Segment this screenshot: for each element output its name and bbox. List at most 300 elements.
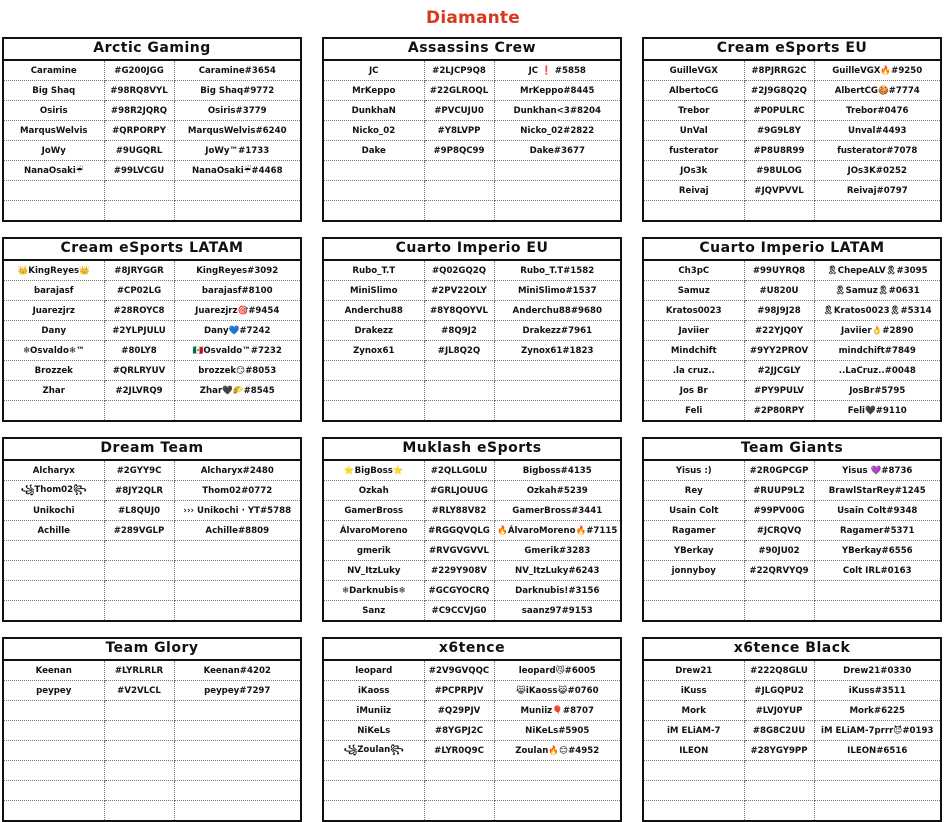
- player-id: [814, 201, 940, 221]
- player-name: .la cruz..: [644, 361, 744, 381]
- table-row: [644, 701, 940, 721]
- player-id: [174, 741, 300, 761]
- team-name: Arctic Gaming: [4, 39, 300, 61]
- player-id: Colt IRL#0163: [814, 561, 940, 581]
- player-id: [174, 761, 300, 781]
- player-name: [324, 161, 424, 181]
- player-tag: [104, 741, 174, 761]
- table-row: [644, 681, 940, 701]
- table-row: [4, 521, 300, 541]
- roster-table: [644, 61, 940, 220]
- player-tag: [424, 181, 494, 201]
- player-tag: [424, 381, 494, 401]
- player-id: [494, 401, 620, 421]
- player-id: [174, 601, 300, 621]
- player-name: DunkhaN: [324, 101, 424, 121]
- player-name: [4, 561, 104, 581]
- player-tag: #Q29PJV: [424, 701, 494, 721]
- table-row: [4, 661, 300, 681]
- player-tag: #2PV22OLY: [424, 281, 494, 301]
- player-name: [4, 201, 104, 221]
- player-id: [814, 601, 940, 621]
- table-row: [4, 181, 300, 201]
- table-row: [324, 161, 620, 181]
- player-tag: #2R0GPCGP: [744, 461, 814, 481]
- player-name: [324, 781, 424, 801]
- table-row: [4, 801, 300, 821]
- player-tag: #JCRQVQ: [744, 521, 814, 541]
- roster-table: [4, 261, 300, 420]
- table-row: [4, 581, 300, 601]
- player-id: Caramine#3654: [174, 61, 300, 81]
- player-id: iM ELiAM-7prrr😈#0193: [814, 721, 940, 741]
- player-name: peypey: [4, 681, 104, 701]
- table-row: [324, 141, 620, 161]
- table-row: [324, 521, 620, 541]
- team-block: [322, 237, 622, 422]
- player-tag: #RVGVGVVL: [424, 541, 494, 561]
- player-tag: [104, 801, 174, 821]
- table-row: [4, 141, 300, 161]
- player-id: [494, 201, 620, 221]
- player-name: iKaoss: [324, 681, 424, 701]
- player-id: YBerkay#6556: [814, 541, 940, 561]
- table-row: [324, 201, 620, 221]
- table-row: [324, 481, 620, 501]
- player-tag: #P0PULRC: [744, 101, 814, 121]
- table-row: [324, 501, 620, 521]
- player-name: Ch3pC: [644, 261, 744, 281]
- player-id: Zhar🖤🌮#8545: [174, 381, 300, 401]
- player-name: JoWy: [4, 141, 104, 161]
- team-name: Cream eSports LATAM: [4, 239, 300, 261]
- table-row: [324, 381, 620, 401]
- player-name: [4, 581, 104, 601]
- table-row: [324, 261, 620, 281]
- player-id: [494, 801, 620, 821]
- team-name: Muklash eSports: [324, 439, 620, 461]
- player-tag: [104, 561, 174, 581]
- player-id: [814, 761, 940, 781]
- roster-table: [4, 461, 300, 620]
- player-tag: [424, 361, 494, 381]
- player-id: ››› Unikochi · YT#5788: [174, 501, 300, 521]
- player-id: NV_ItzLuky#6243: [494, 561, 620, 581]
- player-id: brozzek😏#8053: [174, 361, 300, 381]
- player-id: Alcharyx#2480: [174, 461, 300, 481]
- player-tag: [104, 601, 174, 621]
- player-name: [644, 201, 744, 221]
- table-row: [324, 461, 620, 481]
- player-id: Nicko_02#2822: [494, 121, 620, 141]
- player-tag: #98R2JQRQ: [104, 101, 174, 121]
- table-row: [324, 61, 620, 81]
- player-tag: [424, 761, 494, 781]
- player-tag: #QRLRYUV: [104, 361, 174, 381]
- table-row: [324, 281, 620, 301]
- player-id: 🎗ChepeALV🎗#3095: [814, 261, 940, 281]
- player-tag: #98ULOG: [744, 161, 814, 181]
- player-tag: #2P80RPY: [744, 401, 814, 421]
- table-row: [4, 541, 300, 561]
- player-id: JOs3K#0252: [814, 161, 940, 181]
- table-row: [324, 761, 620, 781]
- table-row: [324, 561, 620, 581]
- player-name: [4, 401, 104, 421]
- player-name: AlbertoCG: [644, 81, 744, 101]
- player-tag: #99PV00G: [744, 501, 814, 521]
- table-row: [644, 581, 940, 601]
- player-tag: [744, 801, 814, 821]
- player-name: iKuss: [644, 681, 744, 701]
- table-row: [644, 561, 940, 581]
- player-tag: #PY9PULV: [744, 381, 814, 401]
- player-tag: [104, 761, 174, 781]
- player-id: [174, 201, 300, 221]
- table-row: [4, 601, 300, 621]
- player-name: Yisus :): [644, 461, 744, 481]
- roster-table: [644, 661, 940, 820]
- team-name: Dream Team: [4, 439, 300, 461]
- table-row: [4, 381, 300, 401]
- table-row: [644, 781, 940, 801]
- player-tag: #JL8Q2Q: [424, 341, 494, 361]
- table-row: [324, 361, 620, 381]
- player-id: Achille#8809: [174, 521, 300, 541]
- player-name: Rubo_T.T: [324, 261, 424, 281]
- player-name: iM ELiAM-7: [644, 721, 744, 741]
- table-row: [324, 741, 620, 761]
- player-name: Usain Colt: [644, 501, 744, 521]
- player-id: MiniSlimo#1537: [494, 281, 620, 301]
- player-tag: [104, 401, 174, 421]
- player-tag: #2QLLG0LU: [424, 461, 494, 481]
- player-name: Kratos0023: [644, 301, 744, 321]
- player-name: [644, 801, 744, 821]
- player-tag: [744, 781, 814, 801]
- player-tag: #90JU02: [744, 541, 814, 561]
- player-id: mindchift#7849: [814, 341, 940, 361]
- player-tag: #JQVPVVL: [744, 181, 814, 201]
- player-name: MarqusWelvis: [4, 121, 104, 141]
- team-block: [322, 37, 622, 222]
- player-id: Drakezz#7961: [494, 321, 620, 341]
- player-name: Rey: [644, 481, 744, 501]
- table-row: [4, 341, 300, 361]
- player-id: Trebor#0476: [814, 101, 940, 121]
- player-tag: [424, 401, 494, 421]
- player-id: [174, 581, 300, 601]
- team-block: [2, 637, 302, 822]
- table-row: [4, 561, 300, 581]
- player-name: Mindchift: [644, 341, 744, 361]
- player-tag: #99UYRQ8: [744, 261, 814, 281]
- player-id: Feli🖤#9110: [847, 405, 907, 416]
- roster-table: [324, 461, 620, 620]
- player-tag: [104, 181, 174, 201]
- team-name: Team Giants: [644, 439, 940, 461]
- player-id: leopard😼#6005: [494, 661, 620, 681]
- player-tag: [104, 701, 174, 721]
- player-id: JosBr#5795: [814, 381, 940, 401]
- table-row: [644, 261, 940, 281]
- player-name: Achille: [4, 521, 104, 541]
- table-row: [4, 761, 300, 781]
- table-row: [644, 321, 940, 341]
- player-tag: #Y8LVPP: [424, 121, 494, 141]
- player-name: NV_ItzLuky: [324, 561, 424, 581]
- player-tag: [424, 161, 494, 181]
- player-name: NiKeLs: [324, 721, 424, 741]
- player-tag: [104, 721, 174, 741]
- roster-table: [324, 661, 620, 820]
- player-tag: [744, 761, 814, 781]
- player-name: NanaOsaki☔: [4, 161, 104, 181]
- player-id: [494, 781, 620, 801]
- player-tag: #LVJ0YUP: [744, 701, 814, 721]
- player-id: Anderchu88#9680: [494, 301, 620, 321]
- player-id: [814, 581, 940, 601]
- player-id: [494, 161, 620, 181]
- player-name: Jos Br: [644, 381, 744, 401]
- player-id: AlbertCG🍪#7774: [814, 81, 940, 101]
- player-id: [494, 361, 620, 381]
- table-row: [644, 521, 940, 541]
- player-name: MrKeppo: [324, 81, 424, 101]
- team-block: [2, 437, 302, 622]
- table-row: [644, 201, 940, 221]
- player-tag: #99LVCGU: [104, 161, 174, 181]
- player-tag: [424, 801, 494, 821]
- table-row: [324, 701, 620, 721]
- player-id: Javiier👌#2890: [814, 321, 940, 341]
- player-name: YBerkay: [644, 541, 744, 561]
- player-id: 🎗Samuz🎗#0631: [814, 281, 940, 301]
- roster-table: [324, 261, 620, 420]
- player-id: Ozkah#5239: [494, 481, 620, 501]
- table-row: [4, 501, 300, 521]
- player-id: iKuss#3511: [814, 681, 940, 701]
- player-name: Drakezz: [324, 321, 424, 341]
- player-id: Dunkhan<3#8204: [494, 101, 620, 121]
- player-id: MarqusWelvis#6240: [174, 121, 300, 141]
- team-block: [642, 237, 942, 422]
- player-name: Mork: [644, 701, 744, 721]
- player-id: Bigboss#4135: [494, 461, 620, 481]
- player-id: Thom02#0772: [174, 481, 300, 501]
- player-id: [174, 801, 300, 821]
- table-row: [324, 801, 620, 821]
- player-id: 🎗Kratos0023🎗#5314: [814, 301, 940, 321]
- player-tag: #LYR0Q9C: [424, 741, 494, 761]
- player-id: [174, 401, 300, 421]
- player-id: Dake#3677: [494, 141, 620, 161]
- player-name: Samuz: [644, 281, 744, 301]
- player-tag: #22GLROQL: [424, 81, 494, 101]
- player-name: [4, 601, 104, 621]
- table-row: [4, 281, 300, 301]
- table-row: [644, 501, 940, 521]
- player-id: Keenan#4202: [174, 661, 300, 681]
- player-tag: #22QRVYQ9: [744, 561, 814, 581]
- player-id: Darknubis!#3156: [494, 581, 620, 601]
- table-row: [644, 341, 940, 361]
- player-name: Drew21: [644, 661, 744, 681]
- player-tag: #RUUP9L2: [744, 481, 814, 501]
- player-tag: [104, 781, 174, 801]
- table-row: [4, 481, 300, 501]
- player-tag: #U820U: [744, 281, 814, 301]
- player-id: GuilleVGX🔥#9250: [814, 61, 940, 81]
- player-tag: #2YLPJULU: [104, 321, 174, 341]
- table-row: [4, 101, 300, 121]
- player-name: gmerik: [324, 541, 424, 561]
- player-name: jonnyboy: [644, 561, 744, 581]
- player-tag: #8JY2QLR: [104, 481, 174, 501]
- table-row: [324, 541, 620, 561]
- player-tag: #222Q8GLU: [744, 661, 814, 681]
- table-row: [324, 581, 620, 601]
- player-id: peypey#7297: [174, 681, 300, 701]
- player-name: Zynox61: [324, 341, 424, 361]
- player-name: JC: [324, 61, 424, 81]
- table-row: [644, 601, 940, 621]
- table-row: [324, 721, 620, 741]
- player-tag: #LYRLRLR: [104, 661, 174, 681]
- table-row: [644, 281, 940, 301]
- player-id: barajasf#8100: [174, 281, 300, 301]
- player-name: leopard: [324, 661, 424, 681]
- player-name: JOs3k: [644, 161, 744, 181]
- player-id: [494, 381, 620, 401]
- player-tag: #28ROYC8: [104, 301, 174, 321]
- table-row: [324, 661, 620, 681]
- player-id: Zynox61#1823: [494, 341, 620, 361]
- table-row: [324, 181, 620, 201]
- player-id: Ragamer#5371: [814, 521, 940, 541]
- table-row: [644, 541, 940, 561]
- player-tag: [744, 581, 814, 601]
- table-row: [4, 121, 300, 141]
- roster-table: [4, 661, 300, 820]
- table-row: [4, 321, 300, 341]
- table-row: [4, 781, 300, 801]
- player-name: 👑KingReyes👑: [4, 261, 104, 281]
- player-tag: #9YY2PROV: [744, 341, 814, 361]
- player-tag: #JLGQPU2: [744, 681, 814, 701]
- table-row: [644, 721, 940, 741]
- player-name: Dany: [4, 321, 104, 341]
- table-row: [644, 361, 940, 381]
- player-id: MrKeppo#8445: [494, 81, 620, 101]
- table-row: [644, 661, 940, 681]
- team-name: Cuarto Imperio EU: [324, 239, 620, 261]
- player-name: [4, 721, 104, 741]
- table-row: [4, 361, 300, 381]
- table-row: [4, 461, 300, 481]
- team-block: [2, 237, 302, 422]
- table-row: [324, 401, 620, 421]
- player-id: BrawlStarRey#1245: [814, 481, 940, 501]
- team-name: Cuarto Imperio LATAM: [644, 239, 940, 261]
- player-name: Reivaj: [644, 181, 744, 201]
- player-tag: [744, 601, 814, 621]
- player-tag: #289VGLP: [104, 521, 174, 541]
- table-row: [644, 481, 940, 501]
- player-name: [4, 541, 104, 561]
- player-name: Keenan: [4, 661, 104, 681]
- player-tag: #8YGPJ2C: [424, 721, 494, 741]
- player-tag: #2JLVRQ9: [104, 381, 174, 401]
- player-name: ꧁Thom02꧂: [4, 481, 104, 501]
- player-name: GamerBross: [324, 501, 424, 521]
- player-name: Nicko_02: [324, 121, 424, 141]
- player-id: Rubo_T.T#1582: [494, 261, 620, 281]
- player-name: Osiris: [4, 101, 104, 121]
- player-name: [324, 361, 424, 381]
- player-id: Unval#4493: [814, 121, 940, 141]
- table-row: [324, 321, 620, 341]
- team-name: Cream eSports EU: [644, 39, 940, 61]
- player-tag: #28YGY9PP: [744, 741, 814, 761]
- table-row: [4, 61, 300, 81]
- player-id: JC ❗ #5858: [494, 61, 620, 81]
- table-row: [644, 61, 940, 81]
- table-row: [644, 141, 940, 161]
- table-row: [644, 301, 940, 321]
- page-title: Diamante: [426, 8, 520, 28]
- table-row: [4, 701, 300, 721]
- player-name: ❄Osvaldo❄™: [4, 341, 104, 361]
- table-row: [324, 341, 620, 361]
- player-id: 🔥ÁlvaroMoreno🔥#7115: [494, 521, 620, 541]
- player-name: Anderchu88: [324, 301, 424, 321]
- table-row: [644, 181, 940, 201]
- player-id: Dany💙#7242: [174, 321, 300, 341]
- player-tag: #RGGQVQLG: [424, 521, 494, 541]
- player-tag: #2LJCP9Q8: [424, 61, 494, 81]
- table-row: [4, 721, 300, 741]
- table-row: [324, 101, 620, 121]
- player-tag: [104, 541, 174, 561]
- player-id: [814, 781, 940, 801]
- player-id: Yisus 💜#8736: [814, 461, 940, 481]
- player-id: ..LaCruz..#0048: [814, 361, 940, 381]
- table-row: [4, 681, 300, 701]
- player-name: Brozzek: [4, 361, 104, 381]
- player-id: ILEON#6516: [814, 741, 940, 761]
- player-name: [644, 781, 744, 801]
- player-name: UnVal: [644, 121, 744, 141]
- player-name: [324, 181, 424, 201]
- table-row: [4, 261, 300, 281]
- player-tag: [424, 201, 494, 221]
- player-tag: #9G9L8Y: [744, 121, 814, 141]
- player-name: [324, 401, 424, 421]
- table-row: [644, 161, 940, 181]
- player-tag: #CP02LG: [104, 281, 174, 301]
- table-row: [644, 81, 940, 101]
- table-row: [644, 741, 940, 761]
- player-name: [4, 801, 104, 821]
- player-name: Dake: [324, 141, 424, 161]
- team-name: Team Glory: [4, 639, 300, 661]
- player-tag: #8G8C2UU: [744, 721, 814, 741]
- player-name: [324, 801, 424, 821]
- player-name: Big Shaq: [4, 81, 104, 101]
- player-name: ILEON: [644, 741, 744, 761]
- player-tag: [104, 201, 174, 221]
